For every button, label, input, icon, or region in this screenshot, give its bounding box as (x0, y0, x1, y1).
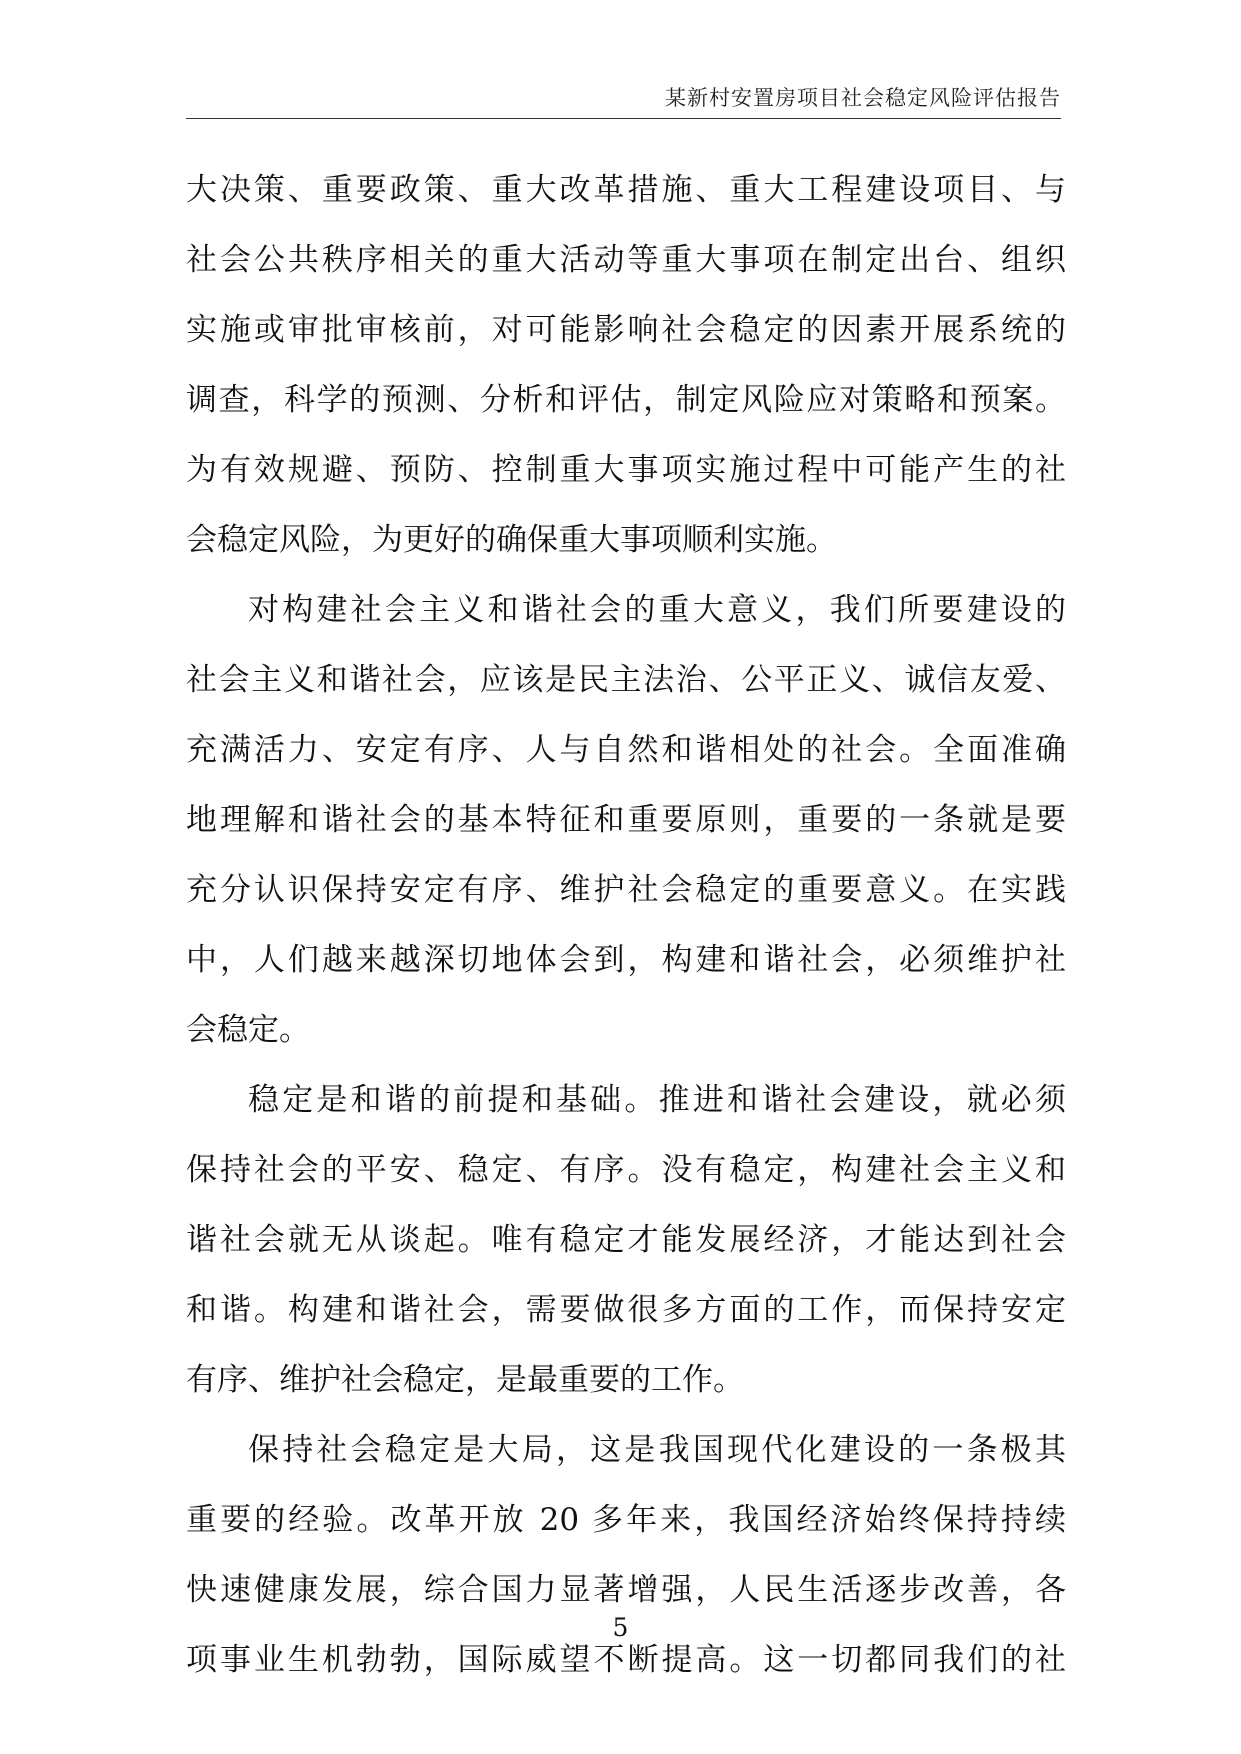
text-line: 社会公共秩序相关的重大活动等重大事项在制定出台、组织 (186, 242, 1066, 278)
text-line: 保持社会稳定是大局，这是我国现代化建设的一条极其 (248, 1432, 1066, 1468)
text-line: 会稳定风险，为更好的确保重大事项顺利实施。 (186, 522, 837, 558)
text-line: 社会主义和谐社会，应该是民主法治、公平正义、诚信友爱、 (186, 662, 1066, 698)
text-line: 有序、维护社会稳定，是最重要的工作。 (186, 1362, 744, 1398)
text-line: 和谐。构建和谐社会，需要做很多方面的工作，而保持安定 (186, 1292, 1066, 1328)
text-line: 快速健康发展，综合国力显著增强，人民生活逐步改善，各 (186, 1572, 1066, 1608)
text-line: 重要的经验。改革开放 20 多年来，我国经济始终保持持续 (186, 1502, 1066, 1538)
paragraph (186, 575, 1066, 1065)
text-line: 中，人们越来越深切地体会到，构建和谐社会，必须维护社 (186, 942, 1066, 978)
text-line: 地理解和谐社会的基本特征和重要原则，重要的一条就是要 (186, 802, 1066, 838)
text-line: 会稳定。 (186, 1012, 310, 1048)
page-number: 5 (612, 1613, 629, 1642)
text-line: 谐社会就无从谈起。唯有稳定才能发展经济，才能达到社会 (186, 1222, 1066, 1258)
text-line: 对构建社会主义和谐社会的重大意义，我们所要建设的 (248, 592, 1066, 628)
header-title: 某新村安置房项目社会稳定风险评估报告 (665, 86, 1061, 110)
text-line: 为有效规避、预防、控制重大事项实施过程中可能产生的社 (186, 452, 1066, 488)
text-line: 保持社会的平安、稳定、有序。没有稳定，构建社会主义和 (186, 1152, 1066, 1188)
text-line: 稳定是和谐的前提和基础。推进和谐社会建设，就必须 (248, 1082, 1066, 1118)
text-line: 实施或审批审核前，对可能影响社会稳定的因素开展系统的 (186, 312, 1066, 348)
body-text (186, 155, 1066, 1695)
text-line: 充分认识保持安定有序、维护社会稳定的重要意义。在实践 (186, 872, 1066, 908)
text-line: 充满活力、安定有序、人与自然和谐相处的社会。全面准确 (186, 732, 1066, 768)
text-line: 大决策、重要政策、重大改革措施、重大工程建设项目、与 (186, 172, 1066, 208)
paragraph (186, 155, 1066, 575)
text-line: 调查，科学的预测、分析和评估，制定风险应对策略和预案。 (186, 382, 1066, 418)
paragraph (186, 1065, 1066, 1415)
paragraph (186, 1415, 1066, 1695)
text-line: 项事业生机勃勃，国际威望不断提高。这一切都同我们的社 (186, 1642, 1066, 1678)
header-divider (186, 118, 1061, 119)
